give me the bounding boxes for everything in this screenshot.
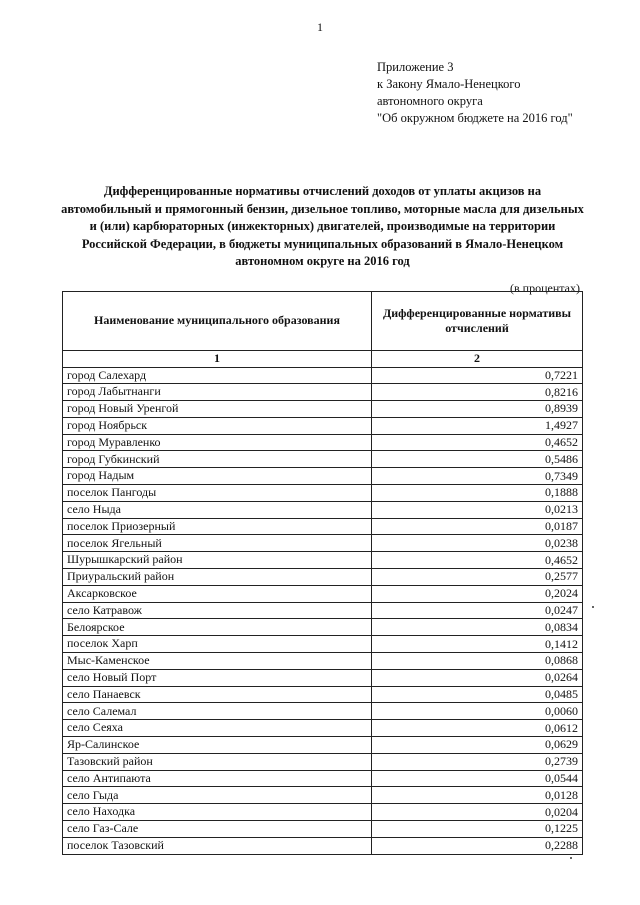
municipality-name: село Антипаюта [63,770,372,787]
norm-value: 0,0485 [372,686,583,703]
table-row [63,518,583,535]
table-row [63,501,583,518]
column-number: 2 [372,351,583,368]
municipality-name: село Газ-Сале [63,821,372,838]
unit-note: (в процентах) [510,281,580,295]
municipality-name: поселок Харп [63,636,372,653]
table-row [63,737,583,754]
norm-value: 0,2288 [372,837,583,854]
municipality-name: город Губкинский [63,451,372,468]
municipality-name: село Салемал [63,703,372,720]
norm-value: 0,4652 [372,552,583,569]
table-row [63,535,583,552]
norm-value: 0,0187 [372,518,583,535]
norm-value: 0,1225 [372,821,583,838]
norm-value: 0,0544 [372,770,583,787]
municipality-name: село Панаевск [63,686,372,703]
table-row [63,770,583,787]
municipality-name: село Новый Порт [63,669,372,686]
norm-value: 0,8939 [372,401,583,418]
table-row [63,367,583,384]
municipality-name: город Ноябрьск [63,417,372,434]
scan-speck [592,606,594,608]
municipality-name: поселок Пангоды [63,485,372,502]
municipality-name: город Салехард [63,367,372,384]
column-number: 1 [63,351,372,368]
municipality-name: село Находка [63,804,372,821]
appendix-line: автономного округа [377,94,483,108]
table-row [63,585,583,602]
table-row [63,602,583,619]
norm-value: 0,1888 [372,485,583,502]
norm-value: 0,1412 [372,636,583,653]
appendix-line: Приложение 3 [377,60,454,74]
header-norms: Дифференцированные нормативы отчислений [372,292,583,351]
allocation-table [62,291,583,855]
column-number-row [63,351,583,368]
table-row [63,401,583,418]
municipality-name: поселок Тазовский [63,837,372,854]
municipality-name: Шурышкарский район [63,552,372,569]
municipality-name: Белоярское [63,619,372,636]
norm-value: 0,2577 [372,569,583,586]
table-row [63,384,583,401]
municipality-name: город Лабытнанги [63,384,372,401]
norm-value: 0,7221 [372,367,583,384]
table-row [63,552,583,569]
appendix-block [377,59,573,127]
municipality-name: село Катравож [63,602,372,619]
municipality-name: поселок Приозерный [63,518,372,535]
norm-value: 0,0238 [372,535,583,552]
table-row [63,686,583,703]
norm-value: 0,0204 [372,804,583,821]
appendix-line: к Закону Ямало-Ненецкого [377,77,521,91]
norm-value: 0,8216 [372,384,583,401]
norm-value: 0,0060 [372,703,583,720]
norm-value: 0,0128 [372,787,583,804]
table-row [63,703,583,720]
norm-value: 0,0834 [372,619,583,636]
municipality-name: Тазовский район [63,753,372,770]
norm-value: 0,0612 [372,720,583,737]
norm-value: 0,0868 [372,653,583,670]
table-row [63,669,583,686]
municipality-name: город Новый Уренгой [63,401,372,418]
norm-value: 0,7349 [372,468,583,485]
document-title: Дифференцированные нормативы отчислений доходов от уплаты акцизов на автомобильный и прямогонный бензин, дизельное топливо, моторные масла для дизельных и (или) карбюраторных (инжекторных) двигателей, производимые на территории Российской Федерации, в бюджеты муниципальных образований в Ямало-Ненецком автономном округе на 2016 год [61,184,584,268]
table-row [63,837,583,854]
table-row [63,451,583,468]
appendix-line: "Об окружном бюджете на 2016 год" [377,111,573,125]
table-row [63,485,583,502]
municipality-name: поселок Ягельный [63,535,372,552]
table-row [63,804,583,821]
municipality-name: Мыс-Каменское [63,653,372,670]
scan-speck [570,857,572,859]
table-row [63,434,583,451]
municipality-name: село Сеяха [63,720,372,737]
municipality-name: Аксарковское [63,585,372,602]
municipality-name: село Гыда [63,787,372,804]
table-row [63,569,583,586]
municipality-name: Приуральский район [63,569,372,586]
table-row [63,636,583,653]
table-row [63,653,583,670]
table-row [63,619,583,636]
table-row [63,468,583,485]
table-body [63,367,583,854]
municipality-name: город Муравленко [63,434,372,451]
norm-value: 0,0264 [372,669,583,686]
table-header-row [63,292,583,351]
page-number: 1 [317,20,323,34]
municipality-name: село Ныда [63,501,372,518]
norm-value: 0,0247 [372,602,583,619]
table-row [63,720,583,737]
norm-value: 0,2739 [372,753,583,770]
norm-value: 0,0213 [372,501,583,518]
table-row [63,753,583,770]
header-municipality: Наименование муниципального образования [63,292,372,351]
table-row [63,787,583,804]
norm-value: 0,0629 [372,737,583,754]
table-row [63,821,583,838]
norm-value: 0,2024 [372,585,583,602]
municipality-name: город Надым [63,468,372,485]
norm-value: 1,4927 [372,417,583,434]
norm-value: 0,4652 [372,434,583,451]
norm-value: 0,5486 [372,451,583,468]
table-row [63,417,583,434]
municipality-name: Яр-Салинское [63,737,372,754]
